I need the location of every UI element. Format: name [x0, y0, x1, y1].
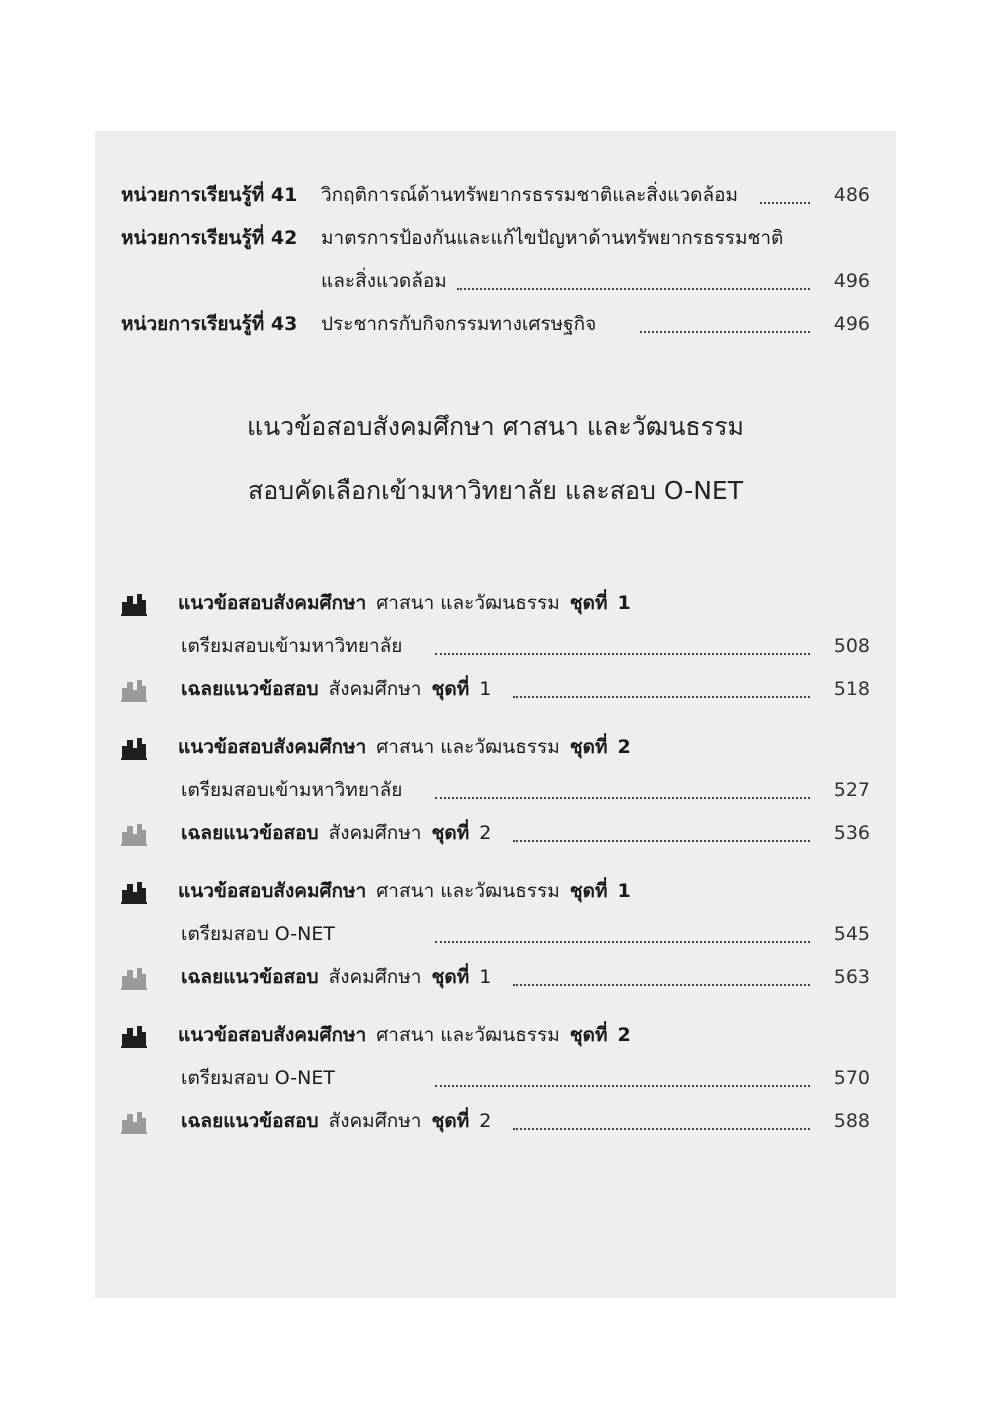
page-number: 545	[833, 923, 870, 945]
city-buildings-icon	[121, 1110, 147, 1134]
exam-set-title: แนวข้อสอบสังคมศึกษา ศาสนา และวัฒนธรรม ชุดที่ 2	[178, 1024, 631, 1046]
exam-set-subtitle: เตรียมสอบเข้ามหาวิทยาลัย	[181, 635, 403, 657]
page-number: 496	[833, 270, 870, 292]
answer-key-title: เฉลยแนวข้อสอบ สังคมศึกษา ชุดที่ 2	[181, 1110, 492, 1132]
dot-leader	[513, 1128, 810, 1130]
dot-leader	[513, 984, 810, 986]
city-buildings-icon	[121, 880, 147, 904]
page-number: 588	[833, 1110, 870, 1132]
exam-set-title-row[interactable]	[95, 586, 896, 620]
exam-set-title: แนวข้อสอบสังคมศึกษา ศาสนา และวัฒนธรรม ชุดที่ 2	[178, 736, 631, 758]
city-buildings-icon	[121, 592, 147, 616]
answer-key-row[interactable]	[95, 672, 896, 706]
dot-leader	[513, 840, 810, 842]
page-number: 536	[833, 822, 870, 844]
dot-leader	[435, 941, 810, 943]
unit-label: หน่วยการเรียนรู้ที่ 42	[121, 227, 298, 249]
answer-key-title: เฉลยแนวข้อสอบ สังคมศึกษา ชุดที่ 1	[181, 678, 492, 700]
section-heading-line-1: แนวข้อสอบสังคมศึกษา ศาสนา และวัฒนธรรม	[246, 412, 745, 441]
toc-row-unit-42-cont[interactable]	[95, 264, 896, 298]
exam-set-subtitle-row[interactable]	[95, 629, 896, 663]
exam-set-title: แนวข้อสอบสังคมศึกษา ศาสนา และวัฒนธรรม ชุดที่ 1	[178, 880, 631, 902]
city-buildings-icon	[121, 678, 147, 702]
toc-row-unit-43[interactable]	[95, 307, 896, 341]
answer-key-row[interactable]	[95, 960, 896, 994]
answer-key-row[interactable]	[95, 1104, 896, 1138]
dot-leader	[435, 1085, 810, 1087]
page-number: 518	[833, 678, 870, 700]
dot-leader	[435, 797, 810, 799]
exam-set-title: แนวข้อสอบสังคมศึกษา ศาสนา และวัฒนธรรม ชุดที่ 1	[178, 592, 631, 614]
page-number: 527	[833, 779, 870, 801]
answer-key-row[interactable]	[95, 816, 896, 850]
exam-set-subtitle-row[interactable]	[95, 1061, 896, 1095]
dot-leader	[457, 288, 810, 290]
toc-row-unit-42[interactable]	[95, 221, 896, 255]
exam-set-subtitle: เตรียมสอบ O-NET	[181, 1067, 335, 1089]
page-number: 486	[833, 184, 870, 206]
unit-title: วิกฤติการณ์ด้านทรัพยากรธรรมชาติและสิ่งแวดล้อม	[321, 184, 739, 206]
toc-row-unit-41[interactable]	[95, 178, 896, 212]
page-number: 570	[833, 1067, 870, 1089]
city-buildings-icon	[121, 822, 147, 846]
exam-set-subtitle: เตรียมสอบ O-NET	[181, 923, 335, 945]
dot-leader	[760, 202, 810, 204]
exam-set-subtitle: เตรียมสอบเข้ามหาวิทยาลัย	[181, 779, 403, 801]
exam-set-title-row[interactable]	[95, 874, 896, 908]
page-number: 496	[833, 313, 870, 335]
city-buildings-icon	[121, 736, 147, 760]
dot-leader	[435, 653, 810, 655]
dot-leader	[513, 696, 810, 698]
answer-key-title: เฉลยแนวข้อสอบ สังคมศึกษา ชุดที่ 1	[181, 966, 492, 988]
unit-title: มาตรการป้องกันและแก้ไขปัญหาด้านทรัพยากรธรรมชาติ	[321, 227, 784, 249]
answer-key-title: เฉลยแนวข้อสอบ สังคมศึกษา ชุดที่ 2	[181, 822, 492, 844]
exam-set-title-row[interactable]	[95, 1018, 896, 1052]
page-number: 508	[833, 635, 870, 657]
dot-leader	[640, 331, 810, 333]
unit-label: หน่วยการเรียนรู้ที่ 43	[121, 313, 298, 335]
toc-panel	[95, 131, 896, 1298]
exam-set-subtitle-row[interactable]	[95, 773, 896, 807]
city-buildings-icon	[121, 1024, 147, 1048]
exam-set-subtitle-row[interactable]	[95, 917, 896, 951]
page-number: 563	[833, 966, 870, 988]
exam-set-title-row[interactable]	[95, 730, 896, 764]
city-buildings-icon	[121, 966, 147, 990]
unit-title-continued: และสิ่งแวดล้อม	[321, 270, 447, 292]
unit-title: ประชากรกับกิจกรรมทางเศรษฐกิจ	[321, 313, 597, 335]
section-heading-line-2: สอบคัดเลือกเข้ามหาวิทยาลัย และสอบ O-NET	[247, 476, 744, 505]
unit-label: หน่วยการเรียนรู้ที่ 41	[121, 184, 298, 206]
